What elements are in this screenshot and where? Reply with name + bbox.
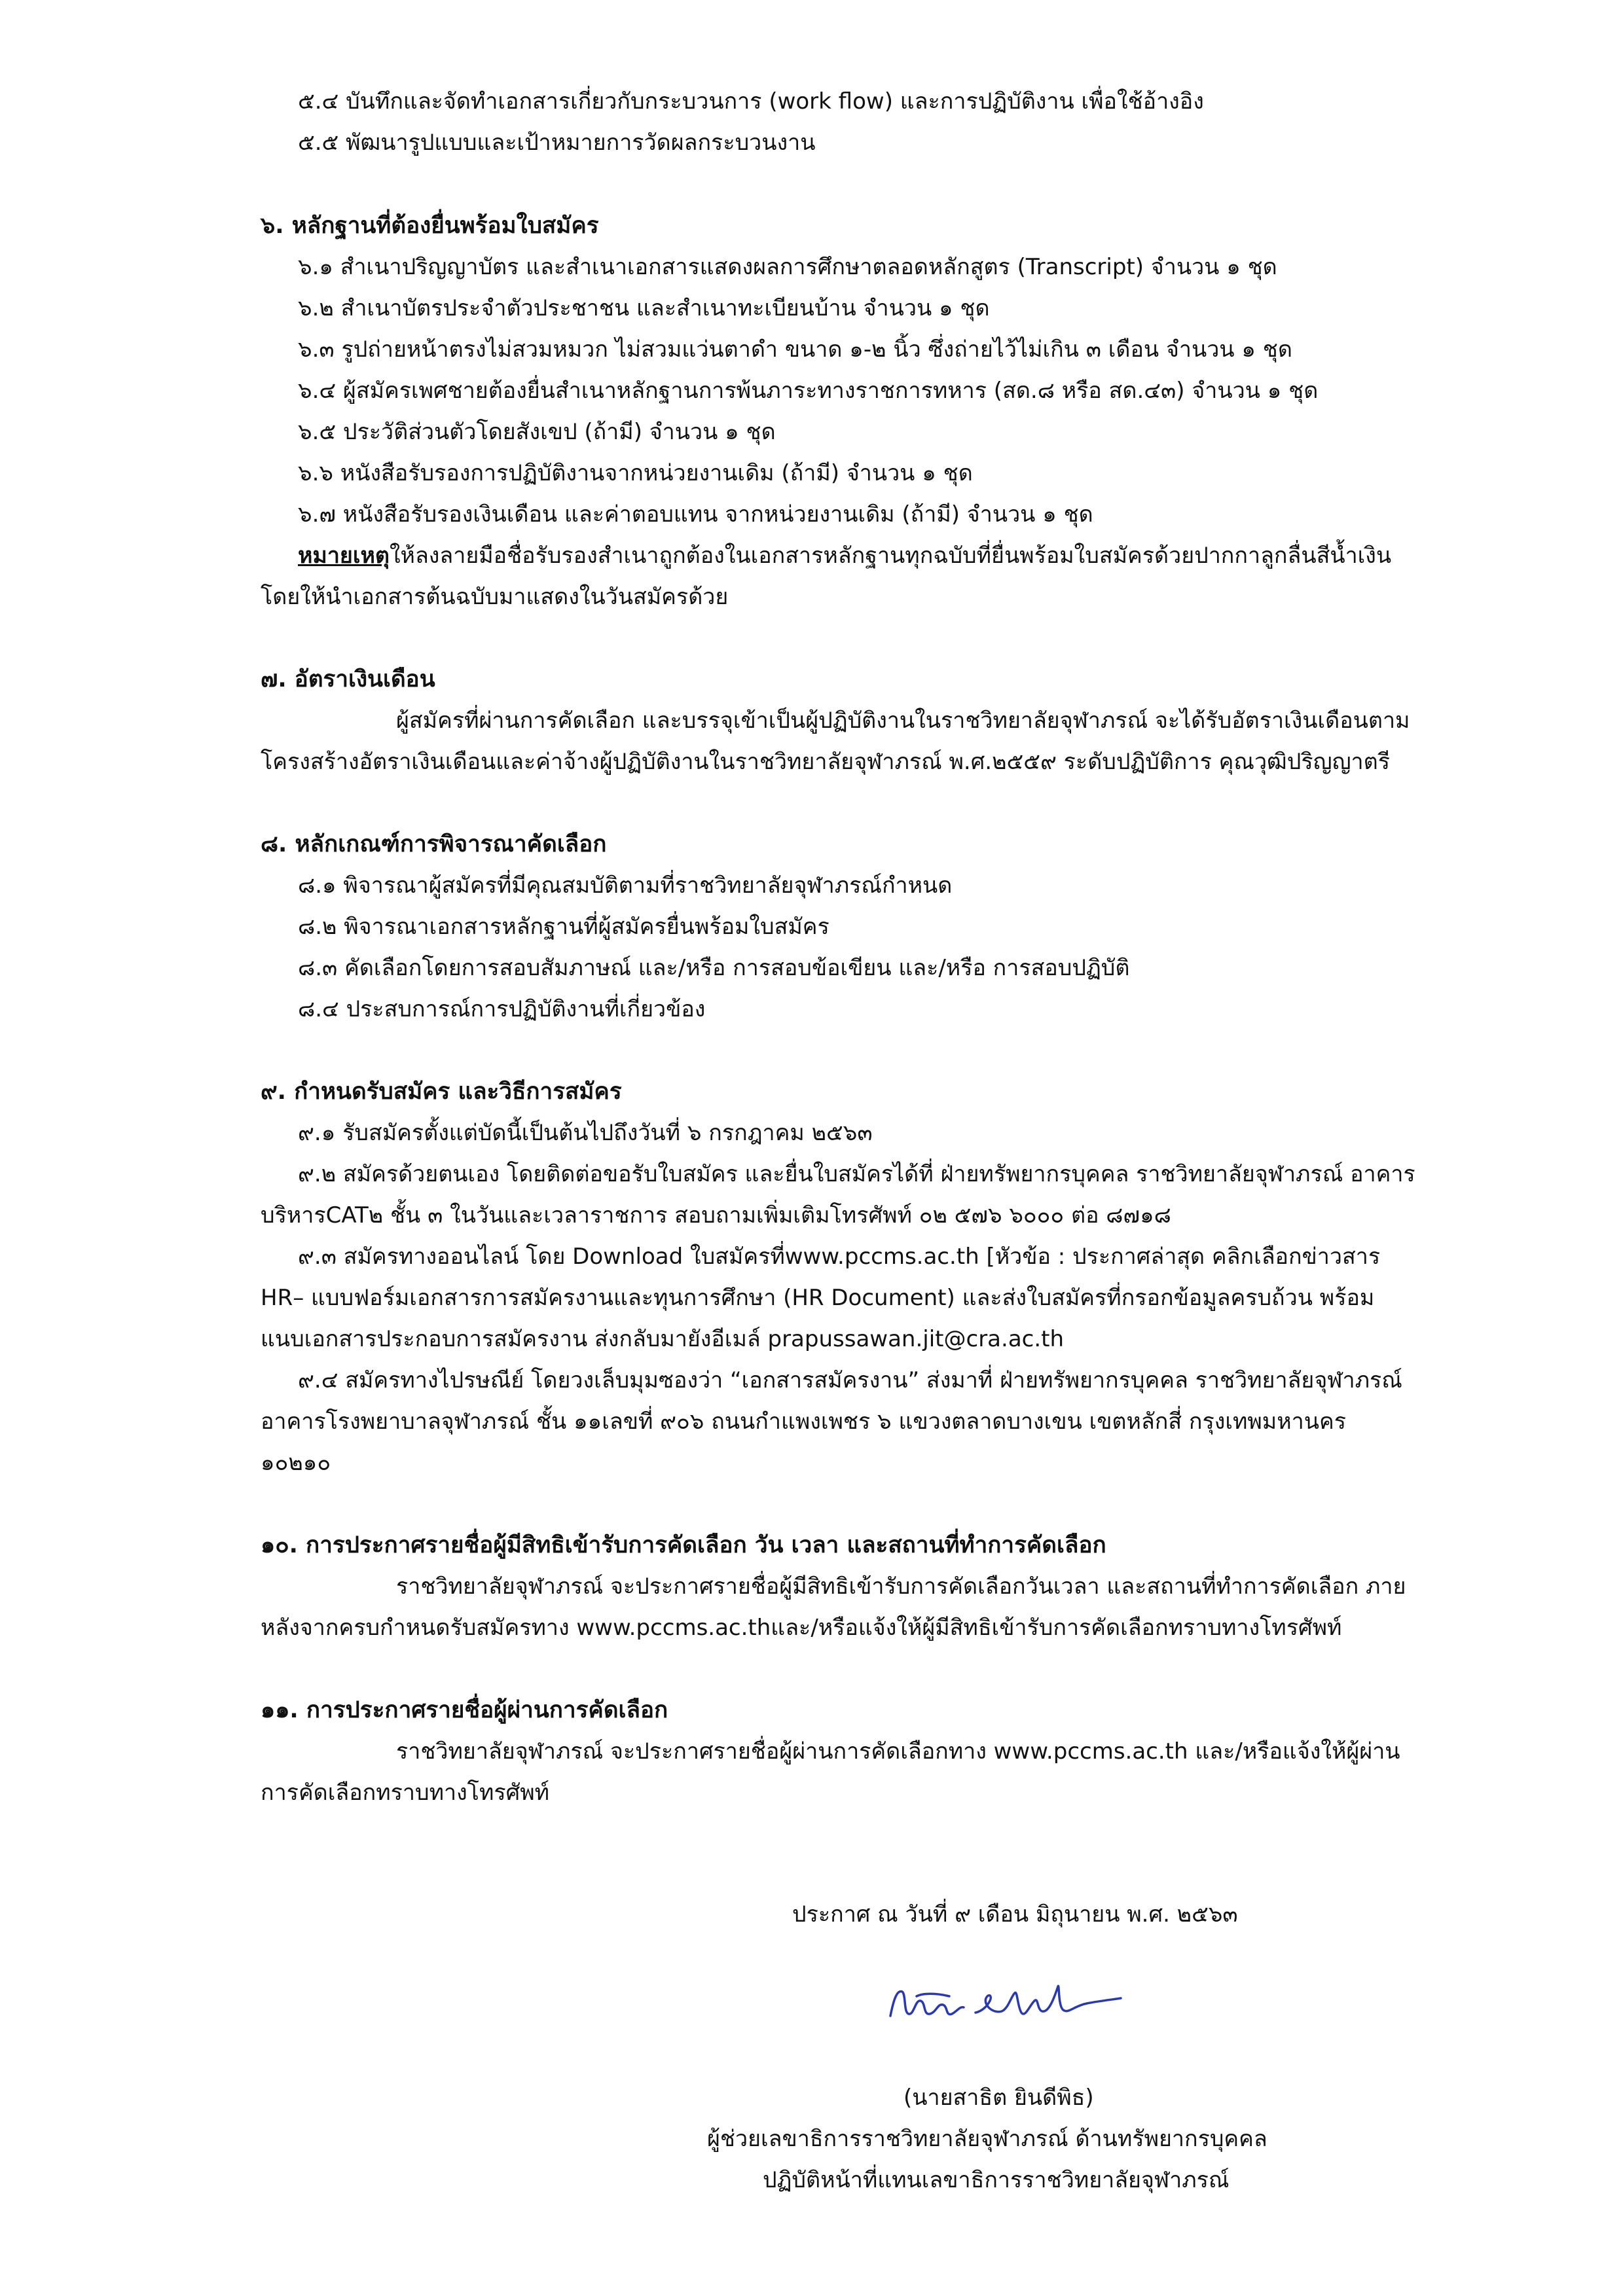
item-6-6: ๖.๖ หนังสือรับรองการปฏิบัติงานจากหน่วยงานเดิม (ถ้ามี) จำนวน ๑ ชุด <box>298 460 973 486</box>
section-11-title: ๑๑. การประกาศรายชื่อผู้ผ่านการคัดเลือก <box>261 1697 668 1723</box>
section-11-line-1: ราชวิทยาลัยจุฬาภรณ์ จะประกาศรายชื่อผู้ผ่านการคัดเลือกทาง www.pccms.ac.th และ/หรือแจ้งให้ผู้ผ่าน <box>396 1738 1400 1765</box>
item-5-5: ๕.๕ พัฒนารูปแบบและเป้าหมายการวัดผลกระบวนงาน <box>298 130 816 156</box>
item-9-2-line-2: บริหารCAT๒ ชั้น ๓ ในวันและเวลาราชการ สอบถามเพิ่มเติมโทรศัพท์ ๐๒ ๕๗๖ ๖๐๐๐ ต่อ ๘๗๑๘ <box>261 1202 1171 1229</box>
section-10-title: ๑๐. การประกาศรายชื่อผู้มีสิทธิเข้ารับการคัดเลือก วัน เวลา และสถานที่ทำการคัดเลือก <box>261 1532 1106 1558</box>
item-9-3-line-3: แนบเอกสารประกอบการสมัครงาน ส่งกลับมายังอีเมล์ prapussawan.jit@cra.ac.th <box>261 1326 1065 1352</box>
section-8-title: ๘. หลักเกณฑ์การพิจารณาคัดเลือก <box>261 831 607 857</box>
item-9-4-line-2: อาคารโรงพยาบาลจุฬาภรณ์ ชั้น ๑๑เลขที่ ๙๐๖ ถนนกำแพงเพชร ๖ แขวงตลาดบางเขน เขตหลักสี่ กรุงเทพมหานคร <box>261 1408 1346 1435</box>
signer-name: (นายสาธิต ยินดีพิธ) <box>903 2085 1094 2111</box>
section-10-line-1: ราชวิทยาลัยจุฬาภรณ์ จะประกาศรายชื่อผู้มีสิทธิเข้ารับการคัดเลือกวันเวลา และสถานที่ทำการคัดเลือก ภาย <box>396 1573 1406 1600</box>
note-line-1 <box>298 539 1391 572</box>
section-7-title: ๗. อัตราเงินเดือน <box>261 666 435 692</box>
item-6-3: ๖.๓ รูปถ่ายหน้าตรงไม่สวมหมวก ไม่สวมแว่นตาดำ ขนาด ๑-๒ นิ้ว ซึ่งถ่ายไว้ไม่เกิน ๓ เดือน จำนวน ๑ ชุด <box>298 336 1292 363</box>
item-9-2-line-1: ๙.๒ สมัครด้วยตนเอง โดยติดต่อขอรับใบสมัคร และยื่นใบสมัครได้ที่ ฝ่ายทรัพยากรบุคคล ราชวิทยาลัยจุฬาภรณ์ อาคาร <box>298 1161 1415 1187</box>
item-9-3-line-1: ๙.๓ สมัครทางออนไลน์ โดย Download ใบสมัครที่www.pccms.ac.th [หัวข้อ : ประกาศล่าสุด คลิกเลือกข่าวสาร <box>298 1244 1381 1270</box>
section-11-line-2: การคัดเลือกทราบทางโทรศัพท์ <box>261 1780 550 1806</box>
item-8-3: ๘.๓ คัดเลือกโดยการสอบสัมภาษณ์ และ/หรือ การสอบข้อเขียน และ/หรือ การสอบปฏิบัติ <box>298 955 1130 981</box>
item-5-4: ๕.๔ บันทึกและจัดทำเอกสารเกี่ยวกับกระบวนการ (work flow) และการปฏิบัติงาน เพื่อใช้อ้างอิง <box>298 88 1204 115</box>
note-line-2: โดยให้นำเอกสารต้นฉบับมาแสดงในวันสมัครด้วย <box>261 584 729 610</box>
section-6-title: ๖. หลักฐานที่ต้องยื่นพร้อมใบสมัคร <box>261 213 599 239</box>
item-6-1: ๖.๑ สำเนาปริญญาบัตร และสำเนาเอกสารแสดงผลการศึกษาตลอดหลักสูตร (Transcript) จำนวน ๑ ชุด <box>298 254 1277 280</box>
item-6-4: ๖.๔ ผู้สมัครเพศชายต้องยื่นสำเนาหลักฐานการพ้นภาระทางราชการทหาร (สด.๘ หรือ สด.๔๓) จำนวน ๑ ชุด <box>298 378 1319 404</box>
item-8-4: ๘.๔ ประสบการณ์การปฏิบัติงานที่เกี่ยวข้อง <box>298 996 706 1022</box>
item-6-2: ๖.๒ สำเนาบัตรประจำตัวประชาชน และสำเนาทะเบียนบ้าน จำนวน ๑ ชุด <box>298 295 990 321</box>
announce-date: ประกาศ ณ วันที่ ๙ เดือน มิถุนายน พ.ศ. ๒๕๖๓ <box>792 1901 1238 1928</box>
signer-position-1: ผู้ช่วยเลขาธิการราชวิทยาลัยจุฬาภรณ์ ด้านทรัพยากรบุคคล <box>707 2126 1267 2152</box>
signer-position-2: ปฏิบัติหน้าที่แทนเลขาธิการราชวิทยาลัยจุฬาภรณ์ <box>763 2167 1230 2193</box>
item-9-4-line-3: ๑๐๒๑๐ <box>261 1450 331 1476</box>
note-label: หมายเหตุ <box>298 543 390 569</box>
salary-line-1: ผู้สมัครที่ผ่านการคัดเลือก และบรรจุเข้าเป็นผู้ปฏิบัติงานในราชวิทยาลัยจุฬาภรณ์ จะได้รับอัตราเงินเดือนตาม <box>396 708 1410 734</box>
section-10-line-2: หลังจากครบกำหนดรับสมัครทาง www.pccms.ac.thและ/หรือแจ้งให้ผู้มีสิทธิเข้ารับการคัดเลือกทราบทางโทรศัพท์ <box>261 1615 1342 1641</box>
item-9-3-line-2: HR– แบบฟอร์มเอกสารการสมัครงานและทุนการศึกษา (HR Document) และส่งใบสมัครที่กรอกข้อมูลครบถ้วน พร้อม <box>261 1285 1375 1311</box>
signature-image <box>877 1960 1126 2039</box>
item-9-1: ๙.๑ รับสมัครตั้งแต่บัดนี้เป็นต้นไปถึงวันที่ ๖ กรกฎาคม ๒๕๖๓ <box>298 1120 873 1146</box>
section-9-title: ๙. กำหนดรับสมัคร และวิธีการสมัคร <box>261 1079 622 1105</box>
note-text-1: ให้ลงลายมือชื่อรับรองสำเนาถูกต้องในเอกสารหลักฐานทุกฉบับที่ยื่นพร้อมใบสมัครด้วยปากกาลูกลื่นสีน้ำเงิน <box>389 543 1392 569</box>
item-9-4-line-1: ๙.๔ สมัครทางไปรษณีย์ โดยวงเล็บมุมซองว่า “เอกสารสมัครงาน” ส่งมาที่ ฝ่ายทรัพยากรบุคคล ราชวิทยาลัยจุฬาภรณ์ <box>298 1367 1402 1393</box>
salary-line-2: โครงสร้างอัตราเงินเดือนและค่าจ้างผู้ปฏิบัติงานในราชวิทยาลัยจุฬาภรณ์ พ.ศ.๒๕๕๙ ระดับปฏิบัติการ คุณวุฒิปริญญาตรี <box>261 749 1390 775</box>
item-6-7: ๖.๗ หนังสือรับรองเงินเดือน และค่าตอบแทน จากหน่วยงานเดิม (ถ้ามี) จำนวน ๑ ชุด <box>298 501 1093 528</box>
item-8-2: ๘.๒ พิจารณาเอกสารหลักฐานที่ผู้สมัครยื่นพร้อมใบสมัคร <box>298 914 830 940</box>
item-6-5: ๖.๕ ประวัติส่วนตัวโดยสังเขป (ถ้ามี) จำนวน ๑ ชุด <box>298 419 776 445</box>
item-8-1: ๘.๑ พิจารณาผู้สมัครที่มีคุณสมบัติตามที่ราชวิทยาลัยจุฬาภรณ์กำหนด <box>298 872 953 899</box>
